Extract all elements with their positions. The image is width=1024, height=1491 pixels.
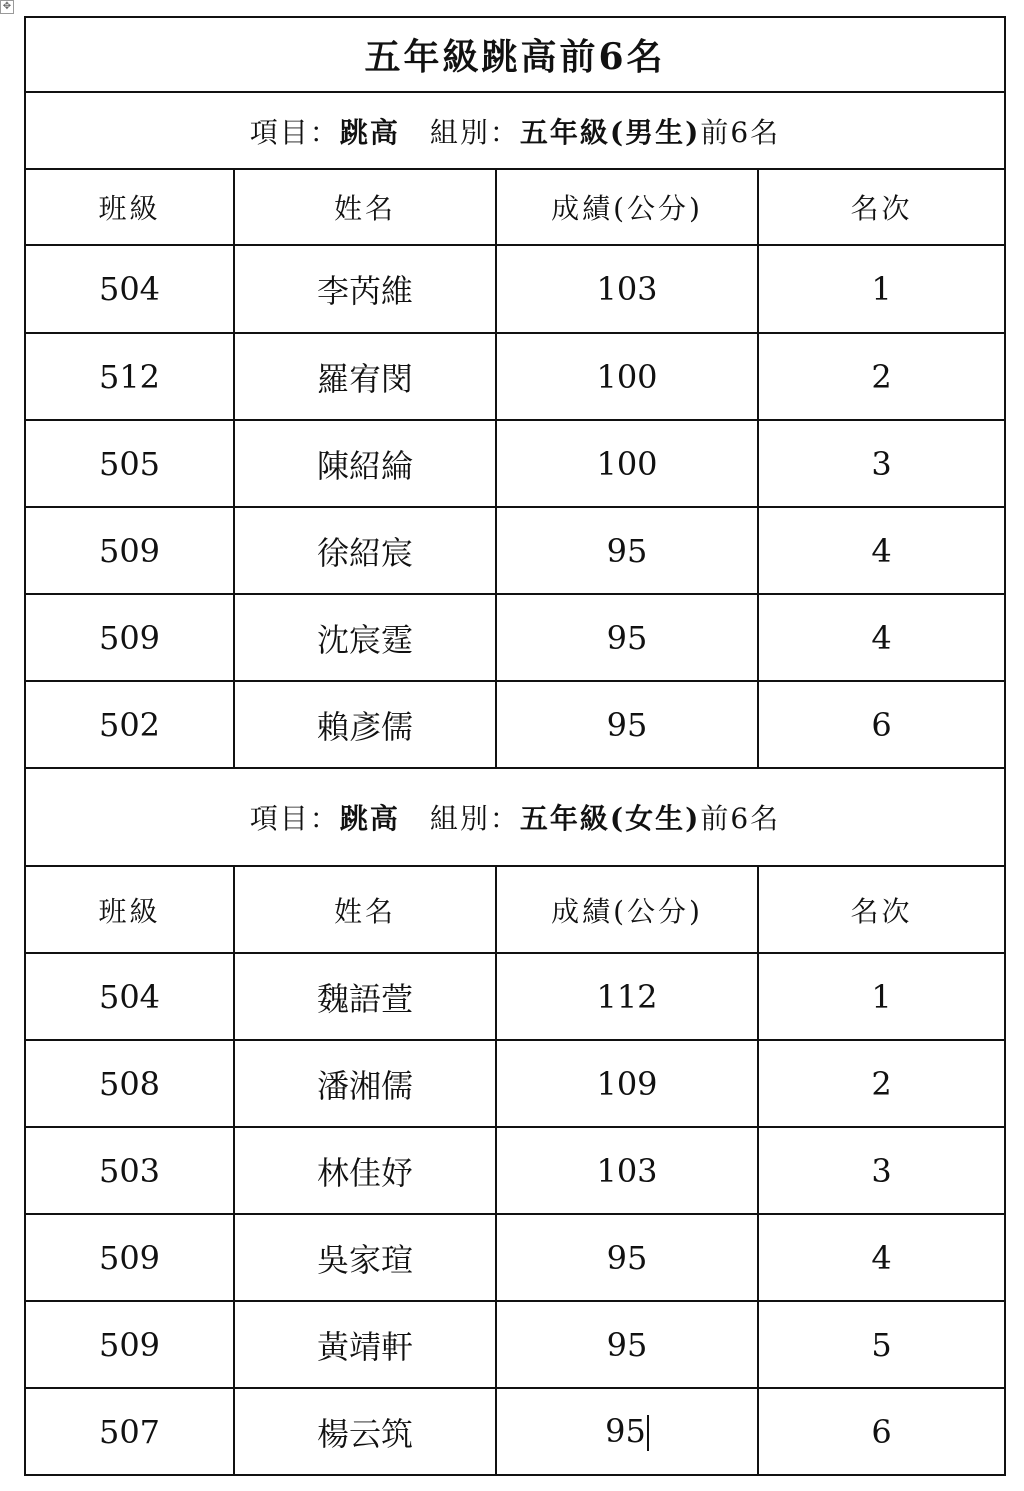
table-row — [25, 1127, 1005, 1214]
column-header-row — [25, 169, 1005, 245]
name-cell[interactable]: 楊云筑 — [234, 1388, 496, 1475]
name-cell[interactable]: 黃靖軒 — [234, 1301, 496, 1388]
score-cell[interactable]: 109 — [496, 1040, 758, 1127]
score-cell[interactable]: 95 — [496, 681, 758, 768]
table-row — [25, 1040, 1005, 1127]
class-cell[interactable]: 504 — [25, 245, 234, 333]
name-cell[interactable]: 賴彥儒 — [234, 681, 496, 768]
name-cell[interactable]: 吳家瑄 — [234, 1214, 496, 1301]
rank-text: 前6名 — [700, 115, 781, 149]
class-cell[interactable]: 507 — [25, 1388, 234, 1475]
class-cell[interactable]: 503 — [25, 1127, 234, 1214]
class-cell[interactable]: 502 — [25, 681, 234, 768]
class-cell[interactable]: 508 — [25, 1040, 234, 1127]
group-label: 組別： — [429, 115, 520, 149]
title-row — [25, 17, 1005, 92]
class-cell[interactable]: 509 — [25, 507, 234, 594]
name-cell[interactable]: 李芮維 — [234, 245, 496, 333]
section-caption[interactable] — [25, 92, 1005, 169]
score-value: 95 — [605, 1411, 646, 1450]
header-name[interactable]: 姓名 — [234, 866, 496, 953]
results-table — [24, 16, 1006, 1476]
rank-cell[interactable]: 1 — [758, 245, 1005, 333]
score-cell[interactable]: 95 — [496, 507, 758, 594]
header-score[interactable]: 成績(公分) — [496, 169, 758, 245]
class-cell[interactable]: 509 — [25, 594, 234, 681]
rank-cell[interactable]: 4 — [758, 507, 1005, 594]
score-cell[interactable] — [496, 1388, 758, 1475]
score-cell[interactable]: 95 — [496, 1214, 758, 1301]
text-cursor — [647, 1415, 649, 1451]
section-header-boys — [25, 92, 1005, 169]
name-cell[interactable]: 林佳妤 — [234, 1127, 496, 1214]
class-cell[interactable]: 512 — [25, 333, 234, 420]
table-row — [25, 681, 1005, 768]
item-label: 項目： — [249, 802, 340, 835]
score-cell[interactable]: 103 — [496, 1127, 758, 1214]
name-cell[interactable]: 徐紹宸 — [234, 507, 496, 594]
table-row — [25, 1214, 1005, 1301]
column-header-row — [25, 866, 1005, 953]
rank-cell[interactable]: 3 — [758, 1127, 1005, 1214]
table-title[interactable]: 五年級跳高前6名 — [25, 17, 1005, 92]
score-cell[interactable]: 100 — [496, 333, 758, 420]
header-class[interactable]: 班級 — [25, 169, 234, 245]
rank-cell[interactable]: 1 — [758, 953, 1005, 1040]
name-cell[interactable]: 魏語萱 — [234, 953, 496, 1040]
score-cell[interactable]: 103 — [496, 245, 758, 333]
table-row — [25, 245, 1005, 333]
rank-cell[interactable]: 5 — [758, 1301, 1005, 1388]
group-value: 五年級(女生) — [519, 802, 701, 835]
name-cell[interactable]: 陳紹綸 — [234, 420, 496, 507]
table-row — [25, 1301, 1005, 1388]
table-row — [25, 594, 1005, 681]
header-rank[interactable]: 名次 — [758, 866, 1005, 953]
class-cell[interactable]: 509 — [25, 1301, 234, 1388]
table-row — [25, 1388, 1005, 1475]
score-cell[interactable]: 95 — [496, 1301, 758, 1388]
class-cell[interactable]: 504 — [25, 953, 234, 1040]
table-move-handle-icon[interactable]: ✥ — [0, 0, 14, 14]
class-cell[interactable]: 505 — [25, 420, 234, 507]
group-value: 五年級(男生) — [519, 115, 701, 149]
header-rank[interactable]: 名次 — [758, 169, 1005, 245]
table-row — [25, 333, 1005, 420]
rank-cell[interactable]: 4 — [758, 594, 1005, 681]
header-class[interactable]: 班級 — [25, 866, 234, 953]
rank-cell[interactable]: 2 — [758, 333, 1005, 420]
rank-cell[interactable]: 3 — [758, 420, 1005, 507]
rank-cell[interactable]: 2 — [758, 1040, 1005, 1127]
name-cell[interactable]: 羅宥閔 — [234, 333, 496, 420]
item-value: 跳高 — [339, 115, 400, 149]
header-score[interactable]: 成績(公分) — [496, 866, 758, 953]
group-label: 組別： — [429, 802, 520, 835]
section-caption[interactable] — [25, 768, 1005, 866]
item-label: 項目： — [249, 115, 340, 149]
score-cell[interactable]: 100 — [496, 420, 758, 507]
table-row — [25, 953, 1005, 1040]
name-cell[interactable]: 沈宸霆 — [234, 594, 496, 681]
table-row — [25, 507, 1005, 594]
rank-cell[interactable]: 6 — [758, 681, 1005, 768]
header-name[interactable]: 姓名 — [234, 169, 496, 245]
section-header-girls — [25, 768, 1005, 866]
class-cell[interactable]: 509 — [25, 1214, 234, 1301]
item-value: 跳高 — [339, 802, 400, 835]
rank-cell[interactable]: 6 — [758, 1388, 1005, 1475]
table-row — [25, 420, 1005, 507]
rank-cell[interactable]: 4 — [758, 1214, 1005, 1301]
rank-text: 前6名 — [700, 802, 781, 835]
score-cell[interactable]: 95 — [496, 594, 758, 681]
name-cell[interactable]: 潘湘儒 — [234, 1040, 496, 1127]
score-cell[interactable]: 112 — [496, 953, 758, 1040]
